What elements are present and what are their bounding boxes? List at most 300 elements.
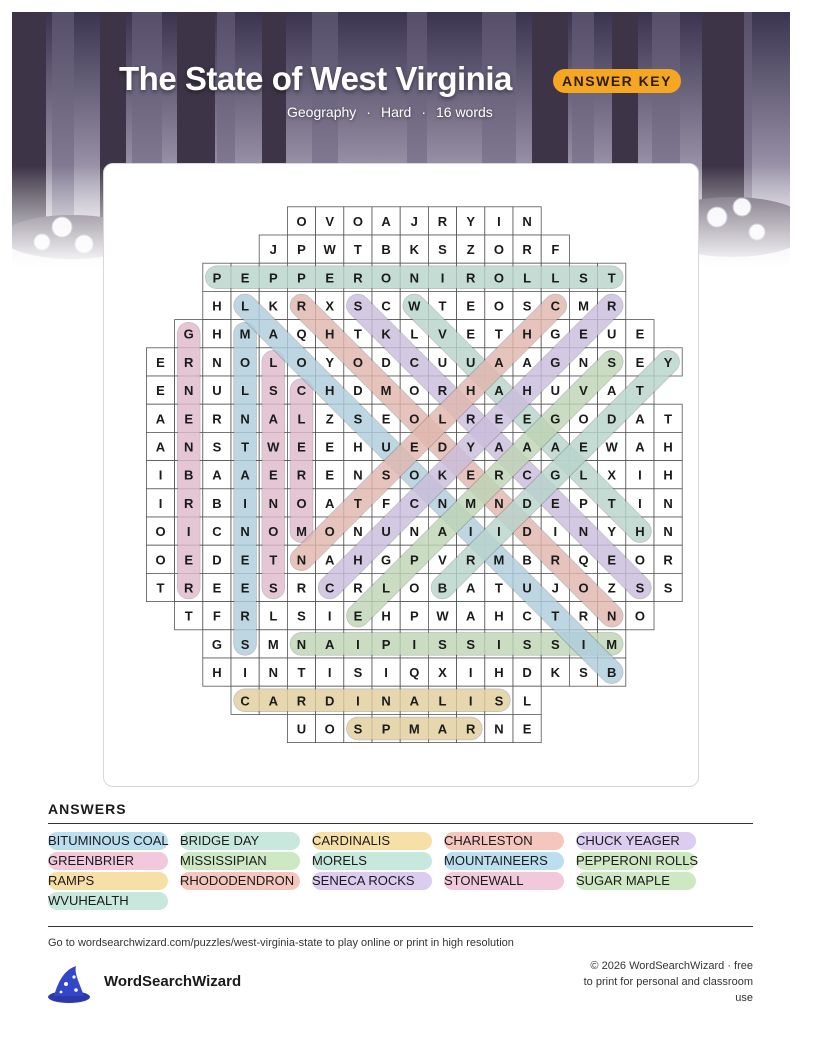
grid-letter: T [551,608,560,624]
grid-letter: D [437,439,448,455]
grid-letter: O [155,552,166,568]
grid-letter: S [353,721,363,737]
grid-letter: H [325,326,335,342]
grid-letter: J [410,213,418,229]
grid-letter: P [381,721,391,737]
grid-letter: A [635,411,645,427]
grid-letter: S [607,354,617,370]
grid-letter: O [296,354,307,370]
grid-letter: I [412,636,417,652]
grid-letter: N [663,495,673,511]
grid-letter: L [382,580,391,596]
grid-letter: S [438,636,447,652]
grid-letter: C [550,298,560,314]
grid-letter: N [240,524,250,540]
answer-word: MISSISSIPIAN [180,852,300,870]
grid-letter: T [607,495,616,511]
grid-letter: O [493,298,504,314]
grid-letter: I [497,213,501,229]
grid-letter: D [607,411,617,427]
grid-letter: T [635,383,644,399]
grid-letter: U [522,580,532,596]
grid-letter: A [155,411,166,427]
answer-word: STONEWALL [444,872,564,890]
grid-letter: N [409,270,419,286]
grid-letter: D [381,354,391,370]
grid-letter: A [155,439,166,455]
grid-letter: L [269,354,278,370]
grid-letter: Q [296,326,307,342]
grid-letter: S [522,636,532,652]
grid-letter: L [579,467,588,483]
grid-letter: E [579,326,588,342]
grid-letter: H [353,552,363,568]
grid-letter: R [212,411,222,427]
word-count-label: 16 words [435,104,493,120]
grid-letter: A [494,354,504,370]
grid-letter: M [408,721,420,737]
grid-letter: E [325,270,335,286]
grid-letter: C [381,298,391,314]
grid-letter: C [212,524,222,540]
grid-letter: B [184,467,194,483]
grid-letter: N [437,495,448,511]
grid-letter: A [437,524,448,540]
grid-letter: I [638,467,642,483]
grid-letter: S [579,270,588,286]
grid-letter: E [409,439,419,455]
separator-dot: · [421,104,426,120]
grid-letter: O [578,580,589,596]
grid-letter: M [465,495,477,511]
answer-word: CARDINALIS [312,832,432,850]
answers-divider [48,823,753,824]
grid-letter: Y [466,213,476,229]
copyright-text: © 2026 WordSearchWizard · free to print for personal and classroom use [583,960,753,1004]
grid-letter: R [437,383,448,399]
grid-letter: U [212,383,222,399]
grid-letter: S [240,636,250,652]
grid-letter: D [353,383,363,399]
grid-letter: L [269,608,278,624]
grid-letter: O [409,580,420,596]
grid-letter: E [466,467,476,483]
grid-letter: A [268,693,278,709]
grid-letter: R [466,270,476,286]
grid-letter: M [267,636,279,652]
grid-letter: S [268,580,278,596]
grid-letter: L [438,693,447,709]
grid-letter: I [581,636,586,652]
grid-letter: E [522,721,532,737]
grid-letter: N [184,383,194,399]
grid-letter: A [607,383,617,399]
grid-letter: T [607,270,616,286]
grid-letter: I [243,665,247,681]
grid-letter: H [353,439,363,455]
grid-letter: L [297,411,306,427]
grid-letter: N [578,524,589,540]
grid-letter: F [551,242,560,258]
grid-letter: C [522,467,532,483]
grid-letter: R [550,552,560,568]
grid-letter: P [268,270,278,286]
puzzle-card [103,163,699,787]
grid-letter: I [327,608,332,624]
grid-letter: A [212,467,222,483]
footer-divider [48,926,753,927]
grid-letter: E [297,439,306,455]
grid-letter: M [606,636,618,652]
grid-letter: W [605,439,618,455]
answer-word: MORELS [312,852,432,870]
grid-letter: W [323,242,336,258]
grid-letter: R [437,213,448,229]
grid-letter: H [212,298,222,314]
grid-letter: R [184,580,194,596]
grid-letter: I [356,636,360,652]
grid-letter: E [240,270,250,286]
grid-letter: S [466,636,476,652]
grid-letter: N [184,439,194,455]
grid-letter: H [663,439,673,455]
grid-letter: O [409,411,420,427]
grid-letter: R [296,298,307,314]
grid-letter: K [550,665,560,681]
grid-letter: N [663,524,673,540]
grid-letter: U [296,721,307,737]
grid-letter: N [409,524,419,540]
grid-letter: I [553,524,558,540]
grid-letter: X [438,665,447,681]
grid-letter: E [381,411,391,427]
grid-letter: E [550,495,560,511]
grid-letter: Y [325,354,335,370]
grid-letter: Y [663,354,673,370]
grid-letter: A [466,608,476,624]
grid-letter: A [522,439,532,455]
grid-letter: R [466,552,476,568]
grid-letter: T [353,242,362,258]
grid-letter: N [607,608,617,624]
grid-letter: V [325,213,335,229]
grid-letter: R [466,411,476,427]
grid-letter: H [212,326,222,342]
grid-letter: I [158,495,163,511]
grid-letter: T [241,439,250,455]
grid-letter: G [183,326,194,342]
grid-letter: K [437,467,448,483]
grid-letter: C [296,383,307,399]
answer-word: CHARLESTON [444,832,564,850]
grid-letter: O [634,552,645,568]
grid-letter: R [466,721,476,737]
grid-letter: L [438,411,447,427]
grid-letter: R [240,608,250,624]
grid-letter: E [240,580,250,596]
grid-letter: E [184,552,194,568]
grid-letter: D [522,524,532,540]
grid-letter: E [268,467,278,483]
grid-letter: E [635,354,645,370]
grid-letter: N [296,552,307,568]
grid-letter: A [522,354,532,370]
grid-letter: M [296,524,307,540]
grid-letter: L [241,383,250,399]
grid-letter: O [409,467,420,483]
grid-letter: S [438,242,447,258]
grid-letter: O [296,495,307,511]
footer-link-text[interactable]: Go to wordsearchwizard.com/puzzles/west-virginia-state to play online or print in high resolution [48,937,514,949]
grid-letter: N [296,636,307,652]
grid-letter: O [578,411,589,427]
grid-letter: H [381,608,391,624]
grid-letter: E [212,580,222,596]
grid-letter: O [634,608,645,624]
page-title: The State of West Virginia [119,60,512,97]
grid-letter: O [268,524,279,540]
grid-letter: G [550,326,561,342]
answer-word: WVUHEALTH [48,892,168,910]
grid-letter: W [408,298,421,314]
grid-letter: E [522,411,532,427]
grid-letter: U [381,524,391,540]
grid-letter: P [381,636,391,652]
grid-letter: S [353,411,363,427]
answer-word: SUGAR MAPLE [576,872,696,890]
grid-letter: N [381,693,391,709]
grid-letter: J [551,580,559,596]
grid-letter: G [550,467,561,483]
grid-letter: U [466,354,476,370]
grid-letter: O [493,270,504,286]
grid-letter: G [381,552,392,568]
grid-letter: T [494,326,503,342]
grid-letter: R [296,580,307,596]
grid-letter: N [240,411,250,427]
grid-letter: Z [466,242,475,258]
grid-letter: H [522,326,532,342]
grid-letter: B [607,665,617,681]
grid-letter: A [240,467,250,483]
grid-letter: U [607,326,617,342]
answer-word: BITUMINOUS COAL [48,833,169,848]
grid-letter: E [635,326,645,342]
grid-letter: N [494,721,504,737]
grid-letter: D [212,552,222,568]
grid-letter: G [211,636,222,652]
answer-word: RAMPS [48,872,168,890]
grid-letter: R [578,608,589,624]
grid-letter: P [409,608,419,624]
answer-key-badge: ANSWER KEY [553,69,681,93]
grid-letter: B [522,552,532,568]
grid-letter: S [494,693,504,709]
answer-word: PEPPERONI ROLLS [576,853,699,868]
grid-letter: V [438,552,447,568]
grid-letter: O [324,524,335,540]
grid-letter: U [381,439,391,455]
answer-word: BRIDGE DAY [180,832,300,850]
grid-letter: A [550,439,560,455]
grid-letter: Q [409,665,420,681]
grid-letter: A [325,495,335,511]
grid-letter: H [635,524,645,540]
grid-letter: X [607,467,617,483]
grid-letter: E [240,552,250,568]
grid-letter: P [297,270,306,286]
separator-dot: · [366,104,371,120]
grid-letter: P [579,495,588,511]
grid-letter: I [468,665,473,681]
answer-word: CHUCK YEAGER [576,832,696,850]
grid-letter: U [550,383,560,399]
grid-letter: H [522,383,532,399]
category-label: Geography [287,104,357,120]
grid-letter: I [497,636,501,652]
grid-letter: M [239,326,251,342]
grid-letter: O [296,213,307,229]
grid-letter: A [325,636,335,652]
grid-letter: I [497,524,501,540]
brand-name: WordSearchWizard [104,973,242,990]
grid-letter: N [522,213,532,229]
grid-letter: E [325,467,335,483]
grid-letter: Z [325,411,334,427]
grid-letter: C [409,495,419,511]
grid-letter: A [325,552,335,568]
grid-letter: M [578,298,589,314]
grid-letter: S [579,665,588,681]
grid-letter: N [353,524,363,540]
grid-letter: R [353,270,363,286]
grid-letter: O [240,354,251,370]
grid-letter: A [268,411,278,427]
grid-letter: K [268,298,278,314]
grid-letter: I [158,467,163,483]
grid-letter: E [466,298,476,314]
grid-letter: L [523,693,532,709]
grid-letter: C [240,693,250,709]
grid-letter: E [494,411,504,427]
grid-letter: K [381,326,391,342]
grid-letter: P [297,242,306,258]
grid-letter: R [353,580,363,596]
grid-letter: T [269,552,278,568]
grid-letter: K [409,242,419,258]
grid-letter: R [184,495,194,511]
grid-letter: S [353,298,363,314]
grid-letter: T [494,580,503,596]
grid-letter: E [353,608,363,624]
grid-letter: B [437,580,448,596]
grid-letter: G [550,411,561,427]
grid-letter: H [494,608,504,624]
grid-letter: I [327,665,332,681]
grid-letter: O [352,354,363,370]
grid-letter: I [468,693,473,709]
grid-letter: O [381,270,392,286]
grid-letter: C [522,608,532,624]
grid-letter: O [155,524,166,540]
grid-letter: R [522,242,532,258]
grid-letter: E [184,411,194,427]
answer-word: RHODODENDRON [180,872,300,890]
puzzle-meta [287,104,493,120]
grid-letter: J [269,242,277,258]
grid-letter: R [494,467,504,483]
grid-letter: B [381,242,391,258]
grid-letter: E [607,552,617,568]
grid-letter: H [663,467,673,483]
grid-letter: S [522,298,532,314]
grid-letter: D [325,693,335,709]
grid-letter: S [268,383,278,399]
grid-letter: V [438,326,447,342]
grid-letter: V [579,383,588,399]
grid-letter: E [579,439,588,455]
grid-letter: P [212,270,222,286]
grid-letter: T [664,411,673,427]
difficulty-label: Hard [380,104,412,120]
grid-letter: M [493,552,505,568]
grid-letter: T [184,608,193,624]
grid-letter: T [353,495,362,511]
grid-letter: D [522,665,532,681]
grid-letter: N [353,467,363,483]
grid-letter: S [550,636,560,652]
grid-letter: L [551,270,560,286]
grid-letter: R [663,552,673,568]
grid-letter: N [494,495,504,511]
grid-letter: X [325,298,335,314]
grid-letter: T [297,665,306,681]
grid-letter: G [550,354,561,370]
grid-letter: P [409,552,419,568]
grid-letter: A [466,580,476,596]
grid-letter: S [663,580,673,596]
grid-letter: W [267,439,280,455]
grid-letter: F [212,608,221,624]
grid-letter: R [296,693,307,709]
grid-letter: S [353,665,363,681]
grid-letter: B [212,495,222,511]
answer-word: MOUNTAINEERS [444,852,564,870]
wizard-hat-icon [46,964,92,1004]
grid-letter: O [324,721,335,737]
grid-letter: N [212,354,222,370]
grid-letter: N [268,495,278,511]
grid-letter: E [156,383,165,399]
grid-letter: U [437,354,448,370]
grid-letter: O [409,383,420,399]
answers-heading: ANSWERS [48,801,127,817]
grid-letter: I [356,693,360,709]
grid-letter: D [522,495,532,511]
grid-letter: C [409,354,419,370]
grid-letter: A [268,326,278,342]
grid-letter: O [352,213,363,229]
grid-letter: S [635,580,645,596]
grid-letter: L [410,326,419,342]
word-search-grid[interactable] [104,164,698,786]
grid-letter: C [325,580,335,596]
grid-letter: H [494,665,504,681]
grid-letter: M [380,383,392,399]
grid-letter: R [184,354,194,370]
grid-letter: Z [607,580,616,596]
grid-letter: N [578,354,589,370]
